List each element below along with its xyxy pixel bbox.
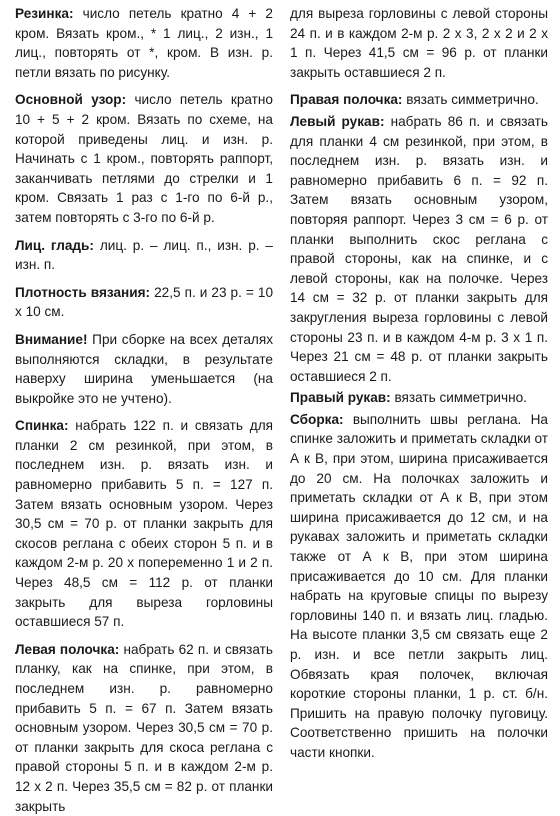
para-text: лиц. р. – лиц. п., изн. р. – изн. п. (15, 237, 273, 273)
para-text: набрать 86 п. и связать для планки 4 см резинкой, при этом, в последнем изн. р. вязать изн. и равномерно прибавить 6 п. = 92 п. Затем вязать основным узором, повторяя раппорт. Через 3 см = 6 р. от планки выполнить скос реглана с правой стороны, как на спинке, и с левой стороны, как на полочке. Через 14 см = 32 р. от планки закрыть для закругления выреза горловины с левой стороны 23 п. и в каждом 4-м р. 3 х 1 п. Через 21 см = 48 р. от планки закрыть оставшиеся 2 п. (290, 113, 548, 384)
para-text: При сборке на всех деталях выполняются складки, в результате наверху ширина уменьшается (на выкройке это не учтено). (15, 331, 273, 406)
term-label: Правый рукав: (290, 390, 391, 406)
para-text: набрать 62 п. и связать планку, как на спинке, при этом, в последнем изн. р. равномерно прибавить 5 п. = 67 п. Затем вязать основным узором. Через 30,5 см = 70 р. от планки закрыть для скоса реглана с правой стороны 5 п. и в каждом 2-м р. 12 х 2 п. Через 35,5 см = 82 р. от планки закрыть (15, 641, 273, 814)
para-text: выполнить швы реглана. На спинке заложить и приметать складки от А к В, при этом, ширина присаживается до 20 см. На полочках заложить и приметать складки от А к В, при этом ширина присаживается до 12 см, и на рукавах заложить и приметать складки также от А к В, при этом ширина присаживается до 10 см. Для планки набрать на круговые спицы по вырезу горловины 140 п. и вязать лиц. гладью. На высоте планки 3,5 см связать еще 2 р. изн. и все петли закрыть лиц. Обвязать края полочек, включая короткие стороны планки, 1 р. ст. б/н. Пришить на правую полочку пуговицу. Соответственно пришить на полочки части кнопки. (290, 411, 548, 760)
term-label: Левый рукав: (290, 113, 385, 129)
para-assembly (290, 410, 548, 763)
para-rib-pattern (15, 4, 273, 82)
term-label: Сборка: (290, 411, 344, 427)
para-text: 22,5 п. и 23 р. = 10 х 10 см. (15, 284, 273, 320)
term-label: Правая полочка: (290, 92, 403, 108)
left-text-column (15, 4, 273, 814)
term-label: Плотность вязания: (15, 284, 151, 300)
para-right-sleeve (290, 388, 548, 408)
para-attention (15, 330, 273, 408)
para-left-front (15, 640, 273, 816)
term-label: Основной узор: (15, 92, 127, 108)
right-text-column (290, 4, 548, 760)
para-text: вязать симметрично. (402, 92, 539, 108)
para-text: набрать 122 п. и связать для планки 2 см резинкой, при этом, в последнем изн. р. вязать изн. и равномерно прибавить 5 п. = 127 п. Затем вязать основным узором. Через 30,5 см = 70 р. от планки закрыть для скосов реглана с обеих сторон 5 п. и в каждом 2-м р. 20 х попеременно 1 и 2 п. Через 48,5 см = 112 р. от планки закрыть для выреза горловины оставшиеся 57 п. (15, 418, 273, 630)
para-left-sleeve (290, 112, 548, 386)
para-text: для выреза горловины с левой стороны 24 п. и в каждом 2-м р. 2 х 3, 2 х 2 и 2 х 1 п. Через 41,5 см = 96 р. от планки закрыть оставшиеся 2 п. (290, 6, 548, 80)
para-text: число петель кратно 4 + 2 кром. Вязать кром., * 1 лиц., 2 изн., 1 лиц., повторять от *, кром. В изн. р. петли вязать по рисунку. (15, 6, 273, 80)
para-text: число петель кратно 10 + 5 + 2 кром. Вязать по схеме, на которой приведены лиц. и изн. р. Начинать с 1 кром., повторять раппорт, заканчивать петлями до стрелки и 1 кром. Связать 1 раз с 1-го по 6-й р., затем повторять с 3-го по 6-й р. (15, 92, 273, 225)
term-label: Лиц. гладь: (15, 237, 94, 253)
para-left-front-continued (290, 4, 548, 82)
para-back (15, 416, 273, 632)
para-right-front (290, 90, 548, 110)
term-label: Спинка: (15, 418, 69, 434)
term-label: Резинка: (15, 6, 74, 21)
para-text: вязать симметрично. (390, 390, 527, 406)
para-stockinette (15, 236, 273, 275)
term-label: Внимание! (15, 331, 88, 347)
para-main-pattern (15, 90, 273, 227)
para-gauge (15, 283, 273, 322)
term-label: Левая полочка: (15, 641, 120, 657)
